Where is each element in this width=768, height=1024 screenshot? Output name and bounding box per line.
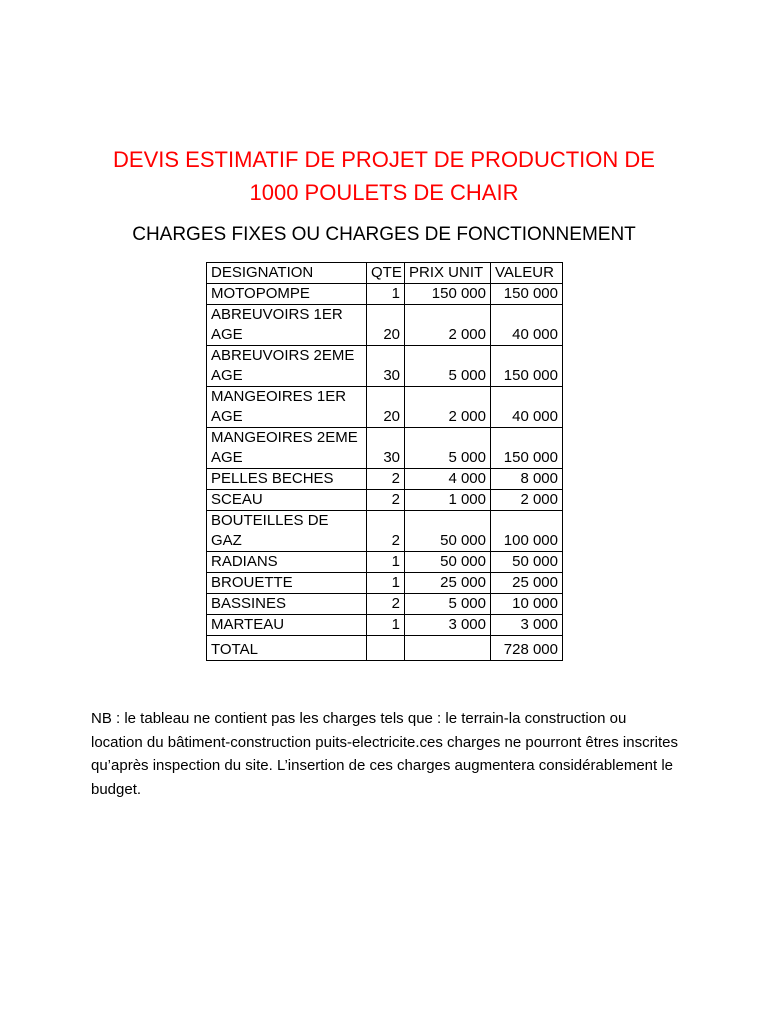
cell-designation: PELLES BECHES bbox=[207, 469, 367, 490]
cell-qte: 1 bbox=[367, 284, 405, 305]
cell-valeur: 10 000 bbox=[491, 594, 563, 615]
cell-qte: 2 bbox=[367, 594, 405, 615]
header-prix-unit: PRIX UNIT bbox=[405, 263, 491, 284]
cell-valeur: 8 000 bbox=[491, 469, 563, 490]
cell-prix-unit: 2 000 bbox=[405, 305, 491, 346]
document-title bbox=[0, 143, 768, 209]
table-row bbox=[207, 284, 563, 305]
cell-designation: ABREUVOIRS 1ER AGE bbox=[207, 305, 367, 346]
cell-valeur: 2 000 bbox=[491, 490, 563, 511]
cell-qte: 30 bbox=[367, 428, 405, 469]
section-subtitle: CHARGES FIXES OU CHARGES DE FONCTIONNEMENT bbox=[132, 224, 636, 245]
total-qte bbox=[367, 636, 405, 661]
total-valeur: 728 000 bbox=[491, 636, 563, 661]
cell-qte: 20 bbox=[367, 387, 405, 428]
cell-qte: 2 bbox=[367, 490, 405, 511]
total-prix-unit bbox=[405, 636, 491, 661]
cell-valeur: 150 000 bbox=[491, 346, 563, 387]
cell-designation: MANGEOIRES 2EME AGE bbox=[207, 428, 367, 469]
cell-prix-unit: 50 000 bbox=[405, 511, 491, 552]
table-row bbox=[207, 615, 563, 636]
cell-prix-unit: 3 000 bbox=[405, 615, 491, 636]
cell-prix-unit: 150 000 bbox=[405, 284, 491, 305]
cell-prix-unit: 4 000 bbox=[405, 469, 491, 490]
cell-prix-unit: 5 000 bbox=[405, 428, 491, 469]
header-valeur: VALEUR bbox=[491, 263, 563, 284]
table-row bbox=[207, 490, 563, 511]
cell-prix-unit: 2 000 bbox=[405, 387, 491, 428]
table-total-row bbox=[207, 636, 563, 661]
cell-valeur: 3 000 bbox=[491, 615, 563, 636]
cell-valeur: 40 000 bbox=[491, 305, 563, 346]
cell-designation: BASSINES bbox=[207, 594, 367, 615]
table-header-row bbox=[207, 263, 563, 284]
cell-designation: SCEAU bbox=[207, 490, 367, 511]
cell-prix-unit: 1 000 bbox=[405, 490, 491, 511]
cell-valeur: 40 000 bbox=[491, 387, 563, 428]
table-row bbox=[207, 428, 563, 469]
cell-qte: 2 bbox=[367, 511, 405, 552]
table-row bbox=[207, 573, 563, 594]
table-row bbox=[207, 305, 563, 346]
table-body bbox=[207, 284, 563, 636]
cell-prix-unit: 25 000 bbox=[405, 573, 491, 594]
cell-qte: 1 bbox=[367, 552, 405, 573]
cell-valeur: 150 000 bbox=[491, 428, 563, 469]
header-designation: DESIGNATION bbox=[207, 263, 367, 284]
cell-qte: 1 bbox=[367, 615, 405, 636]
table-row bbox=[207, 469, 563, 490]
table-row bbox=[207, 511, 563, 552]
cell-prix-unit: 5 000 bbox=[405, 594, 491, 615]
total-label: TOTAL bbox=[207, 636, 367, 661]
table-row bbox=[207, 387, 563, 428]
document-title-line2: 1000 POULETS DE CHAIR bbox=[249, 180, 519, 205]
table-row bbox=[207, 594, 563, 615]
cell-designation: BROUETTE bbox=[207, 573, 367, 594]
table-row bbox=[207, 346, 563, 387]
document-title-line1: DEVIS ESTIMATIF DE PROJET DE PRODUCTION DE bbox=[113, 147, 655, 172]
cell-valeur: 25 000 bbox=[491, 573, 563, 594]
cell-designation: ABREUVOIRS 2EME AGE bbox=[207, 346, 367, 387]
cell-qte: 20 bbox=[367, 305, 405, 346]
cell-prix-unit: 5 000 bbox=[405, 346, 491, 387]
cell-valeur: 150 000 bbox=[491, 284, 563, 305]
cell-designation: RADIANS bbox=[207, 552, 367, 573]
cell-qte: 2 bbox=[367, 469, 405, 490]
cell-designation: MANGEOIRES 1ER AGE bbox=[207, 387, 367, 428]
cost-table bbox=[206, 262, 563, 661]
header-qte: QTE bbox=[367, 263, 405, 284]
cell-qte: 30 bbox=[367, 346, 405, 387]
cell-designation: BOUTEILLES DE GAZ bbox=[207, 511, 367, 552]
cell-valeur: 50 000 bbox=[491, 552, 563, 573]
cell-designation: MOTOPOMPE bbox=[207, 284, 367, 305]
footnote: NB : le tableau ne contient pas les charges tels que : le terrain-la construction ou location du bâtiment-construction puits-electricite.ces charges ne pourront êtres inscrites qu’après inspection du site. L’insertion de ces charges augmentera considérablement le budget. bbox=[91, 710, 678, 798]
table-row bbox=[207, 552, 563, 573]
cell-designation: MARTEAU bbox=[207, 615, 367, 636]
cell-qte: 1 bbox=[367, 573, 405, 594]
cell-valeur: 100 000 bbox=[491, 511, 563, 552]
cell-prix-unit: 50 000 bbox=[405, 552, 491, 573]
